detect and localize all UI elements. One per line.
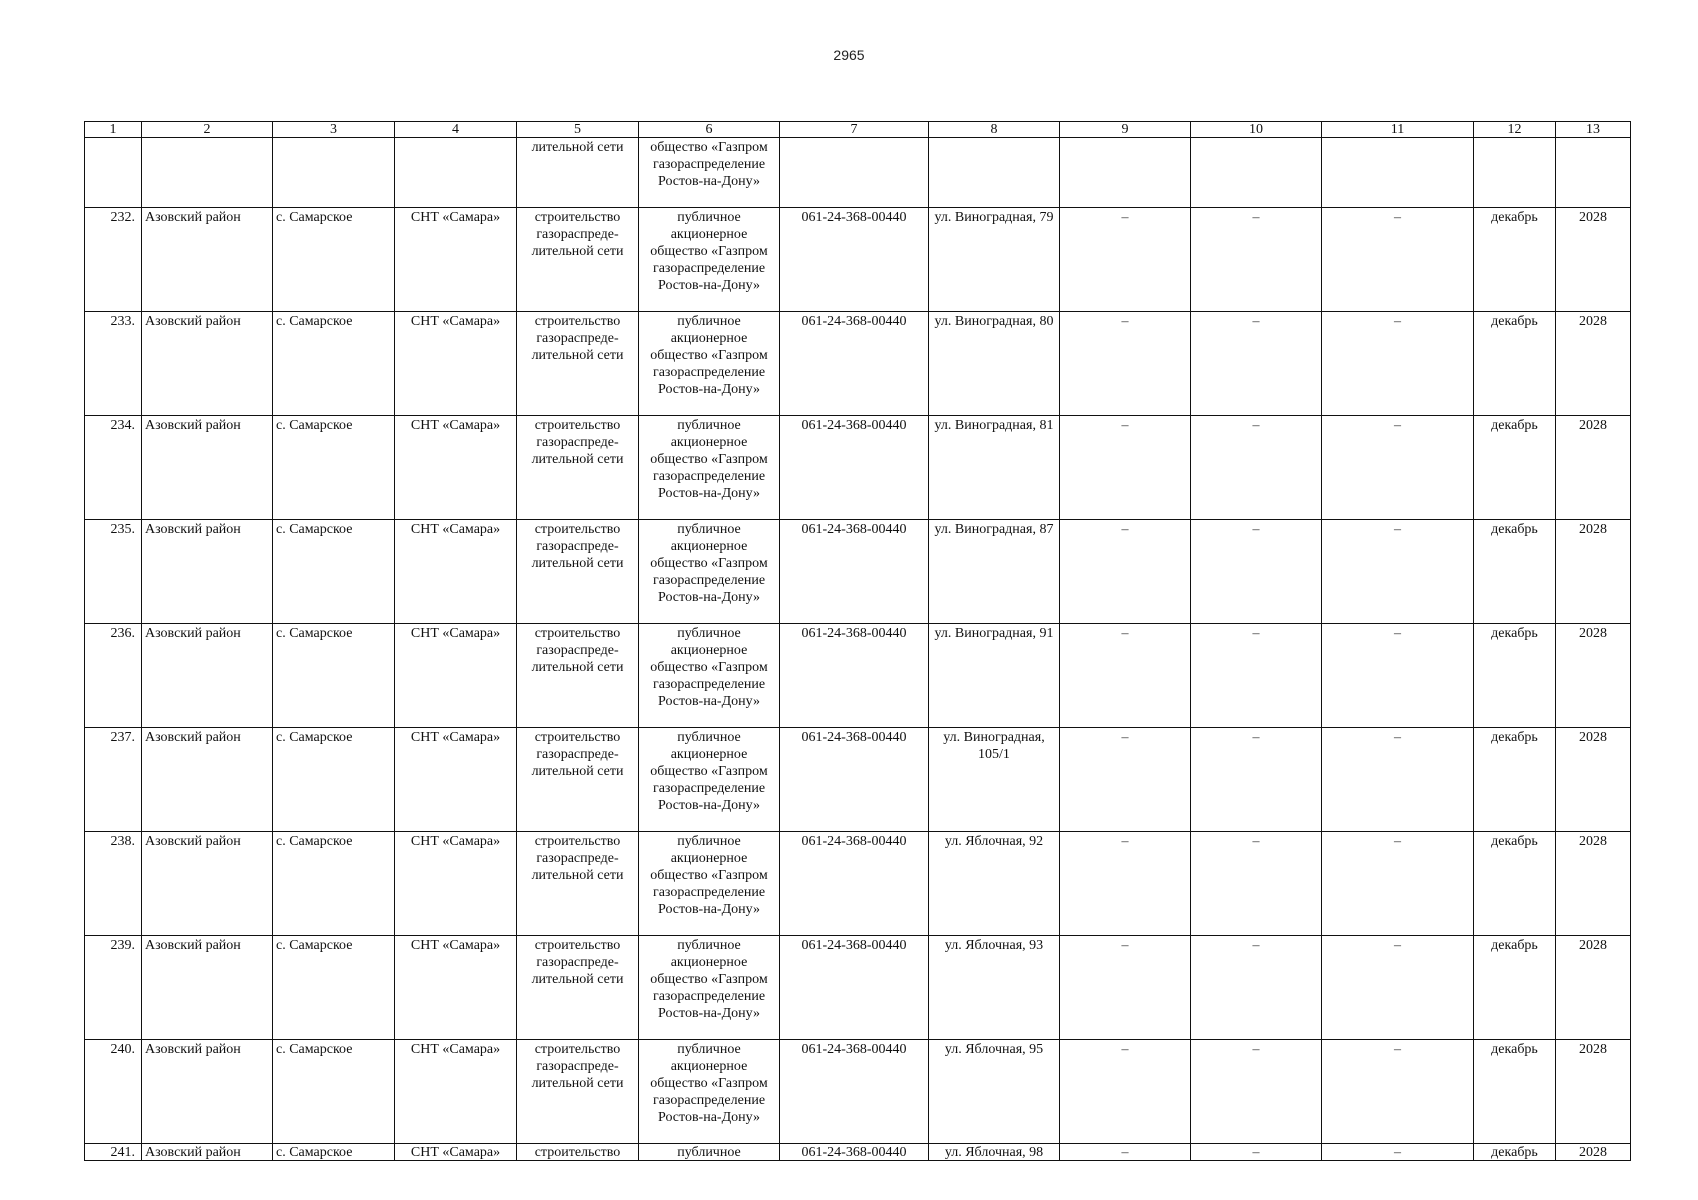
year-cell: 2028 (1556, 1040, 1631, 1144)
dash-cell: – (1322, 416, 1474, 520)
data-table (84, 121, 1631, 1161)
table-row (85, 728, 1631, 832)
year-cell: 2028 (1556, 936, 1631, 1040)
address-cell: ул. Яблочная, 93 (929, 936, 1060, 1040)
work-type-cell: строительство (517, 1144, 639, 1161)
dash-cell: – (1322, 520, 1474, 624)
dash-cell: – (1060, 832, 1191, 936)
month-cell: декабрь (1474, 936, 1556, 1040)
work-type-cell: строительство газораспреде-лительной сети (517, 312, 639, 416)
month-cell: декабрь (1474, 1144, 1556, 1161)
organization-cell: публичное акционерное общество «Газпром газораспределение Ростов-на-Дону» (639, 728, 780, 832)
code-cell: 061-24-368-00440 (780, 832, 929, 936)
organization-cell: общество «Газпром газораспределение Ростов-на-Дону» (639, 138, 780, 208)
object-cell: СНТ «Самара» (395, 520, 517, 624)
object-cell: СНТ «Самара» (395, 1040, 517, 1144)
dash-cell: – (1322, 1040, 1474, 1144)
dash-cell: – (1322, 1144, 1474, 1161)
district-cell: Азовский район (142, 1040, 273, 1144)
table-row (85, 1040, 1631, 1144)
district-cell: Азовский район (142, 416, 273, 520)
address-cell: ул. Яблочная, 92 (929, 832, 1060, 936)
column-header: 4 (395, 122, 517, 138)
dash-cell: – (1191, 208, 1322, 312)
locality-cell: с. Самарское (273, 1144, 395, 1161)
organization-cell: публичное акционерное общество «Газпром газораспределение Ростов-на-Дону» (639, 1040, 780, 1144)
column-header: 11 (1322, 122, 1474, 138)
row-number-cell: 238. (85, 832, 142, 936)
work-type-cell: строительство газораспреде-лительной сети (517, 624, 639, 728)
object-cell: СНТ «Самара» (395, 624, 517, 728)
table-row (85, 520, 1631, 624)
row-number-cell: 237. (85, 728, 142, 832)
district-cell: Азовский район (142, 520, 273, 624)
object-cell: СНТ «Самара» (395, 208, 517, 312)
address-cell: ул. Виноградная, 91 (929, 624, 1060, 728)
object-cell: СНТ «Самара» (395, 728, 517, 832)
code-cell: 061-24-368-00440 (780, 416, 929, 520)
row-number-cell: 232. (85, 208, 142, 312)
dash-cell: – (1191, 520, 1322, 624)
district-cell: Азовский район (142, 208, 273, 312)
row-number-cell: 236. (85, 624, 142, 728)
dash-cell: – (1060, 624, 1191, 728)
table-header-row (85, 122, 1631, 138)
code-cell: 061-24-368-00440 (780, 208, 929, 312)
organization-cell: публичное акционерное общество «Газпром газораспределение Ростов-на-Дону» (639, 520, 780, 624)
year-cell: 2028 (1556, 416, 1631, 520)
row-number-cell: 240. (85, 1040, 142, 1144)
dash-cell: – (1322, 728, 1474, 832)
district-cell: Азовский район (142, 624, 273, 728)
column-header: 3 (273, 122, 395, 138)
table-cell (395, 138, 517, 208)
dash-cell: – (1191, 1040, 1322, 1144)
dash-cell: – (1322, 312, 1474, 416)
column-header: 13 (1556, 122, 1631, 138)
object-cell: СНТ «Самара» (395, 832, 517, 936)
address-cell: ул. Виноградная, 80 (929, 312, 1060, 416)
dash-cell: – (1060, 416, 1191, 520)
page-number: 2965 (833, 47, 865, 63)
locality-cell: с. Самарское (273, 624, 395, 728)
code-cell: 061-24-368-00440 (780, 624, 929, 728)
object-cell: СНТ «Самара» (395, 936, 517, 1040)
column-header: 2 (142, 122, 273, 138)
organization-cell: публичное акционерное общество «Газпром газораспределение Ростов-на-Дону» (639, 936, 780, 1040)
month-cell: декабрь (1474, 1040, 1556, 1144)
organization-cell: публичное акционерное общество «Газпром газораспределение Ростов-на-Дону» (639, 416, 780, 520)
column-header: 9 (1060, 122, 1191, 138)
table-cell (85, 138, 142, 208)
object-cell: СНТ «Самара» (395, 1144, 517, 1161)
district-cell: Азовский район (142, 728, 273, 832)
table-cell (1474, 138, 1556, 208)
table-cell (1322, 138, 1474, 208)
row-number-cell: 239. (85, 936, 142, 1040)
year-cell: 2028 (1556, 312, 1631, 416)
year-cell: 2028 (1556, 728, 1631, 832)
column-header: 1 (85, 122, 142, 138)
row-number-cell: 233. (85, 312, 142, 416)
dash-cell: – (1060, 1144, 1191, 1161)
district-cell: Азовский район (142, 936, 273, 1040)
column-header: 7 (780, 122, 929, 138)
month-cell: декабрь (1474, 208, 1556, 312)
address-cell: ул. Яблочная, 98 (929, 1144, 1060, 1161)
table-row (85, 624, 1631, 728)
year-cell: 2028 (1556, 624, 1631, 728)
month-cell: декабрь (1474, 416, 1556, 520)
locality-cell: с. Самарское (273, 208, 395, 312)
month-cell: декабрь (1474, 624, 1556, 728)
address-cell: ул. Яблочная, 95 (929, 1040, 1060, 1144)
table-cell (1556, 138, 1631, 208)
dash-cell: – (1322, 832, 1474, 936)
locality-cell: с. Самарское (273, 832, 395, 936)
code-cell: 061-24-368-00440 (780, 520, 929, 624)
code-cell: 061-24-368-00440 (780, 1144, 929, 1161)
table-cell (780, 138, 929, 208)
dash-cell: – (1060, 1040, 1191, 1144)
dash-cell: – (1322, 624, 1474, 728)
district-cell: Азовский район (142, 312, 273, 416)
code-cell: 061-24-368-00440 (780, 936, 929, 1040)
month-cell: декабрь (1474, 728, 1556, 832)
table-row (85, 416, 1631, 520)
work-type-cell: строительство газораспреде-лительной сети (517, 1040, 639, 1144)
column-header: 6 (639, 122, 780, 138)
code-cell: 061-24-368-00440 (780, 1040, 929, 1144)
district-cell: Азовский район (142, 1144, 273, 1161)
code-cell: 061-24-368-00440 (780, 312, 929, 416)
dash-cell: – (1191, 832, 1322, 936)
table-row (85, 312, 1631, 416)
table-row (85, 832, 1631, 936)
table-cell (1191, 138, 1322, 208)
year-cell: 2028 (1556, 520, 1631, 624)
work-type-cell: строительство газораспреде-лительной сети (517, 936, 639, 1040)
table-row (85, 208, 1631, 312)
dash-cell: – (1191, 1144, 1322, 1161)
address-cell: ул. Виноградная, 81 (929, 416, 1060, 520)
address-cell: ул. Виноградная, 87 (929, 520, 1060, 624)
row-number-cell: 241. (85, 1144, 142, 1161)
organization-cell: публичное акционерное общество «Газпром газораспределение Ростов-на-Дону» (639, 208, 780, 312)
dash-cell: – (1060, 208, 1191, 312)
address-cell: ул. Виноградная, 79 (929, 208, 1060, 312)
dash-cell: – (1060, 728, 1191, 832)
work-type-cell: строительство газораспреде-лительной сети (517, 416, 639, 520)
row-number-cell: 234. (85, 416, 142, 520)
month-cell: декабрь (1474, 832, 1556, 936)
table-row (85, 1144, 1631, 1161)
dash-cell: – (1060, 520, 1191, 624)
dash-cell: – (1191, 624, 1322, 728)
year-cell: 2028 (1556, 1144, 1631, 1161)
dash-cell: – (1191, 312, 1322, 416)
address-cell: ул. Виноградная, 105/1 (929, 728, 1060, 832)
organization-cell: публичное (639, 1144, 780, 1161)
organization-cell: публичное акционерное общество «Газпром газораспределение Ростов-на-Дону» (639, 832, 780, 936)
table-cell (273, 138, 395, 208)
column-header: 8 (929, 122, 1060, 138)
continuation-row (85, 138, 1631, 208)
work-type-cell: строительство газораспреде-лительной сети (517, 520, 639, 624)
locality-cell: с. Самарское (273, 520, 395, 624)
year-cell: 2028 (1556, 208, 1631, 312)
column-header: 5 (517, 122, 639, 138)
table-cell (1060, 138, 1191, 208)
table-cell (929, 138, 1060, 208)
table-row (85, 936, 1631, 1040)
object-cell: СНТ «Самара» (395, 416, 517, 520)
locality-cell: с. Самарское (273, 1040, 395, 1144)
column-header: 10 (1191, 122, 1322, 138)
dash-cell: – (1191, 728, 1322, 832)
year-cell: 2028 (1556, 832, 1631, 936)
district-cell: Азовский район (142, 832, 273, 936)
dash-cell: – (1060, 936, 1191, 1040)
object-cell: СНТ «Самара» (395, 312, 517, 416)
work-type-cell: строительство газораспреде-лительной сети (517, 728, 639, 832)
locality-cell: с. Самарское (273, 728, 395, 832)
organization-cell: публичное акционерное общество «Газпром газораспределение Ростов-на-Дону» (639, 624, 780, 728)
dash-cell: – (1322, 208, 1474, 312)
work-type-cell: строительство газораспреде-лительной сети (517, 208, 639, 312)
row-number-cell: 235. (85, 520, 142, 624)
column-header: 12 (1474, 122, 1556, 138)
dash-cell: – (1191, 936, 1322, 1040)
work-type-cell: лительной сети (517, 138, 639, 208)
table-cell (142, 138, 273, 208)
locality-cell: с. Самарское (273, 312, 395, 416)
code-cell: 061-24-368-00440 (780, 728, 929, 832)
month-cell: декабрь (1474, 520, 1556, 624)
month-cell: декабрь (1474, 312, 1556, 416)
dash-cell: – (1060, 312, 1191, 416)
locality-cell: с. Самарское (273, 936, 395, 1040)
locality-cell: с. Самарское (273, 416, 395, 520)
dash-cell: – (1191, 416, 1322, 520)
dash-cell: – (1322, 936, 1474, 1040)
work-type-cell: строительство газораспреде-лительной сети (517, 832, 639, 936)
organization-cell: публичное акционерное общество «Газпром газораспределение Ростов-на-Дону» (639, 312, 780, 416)
